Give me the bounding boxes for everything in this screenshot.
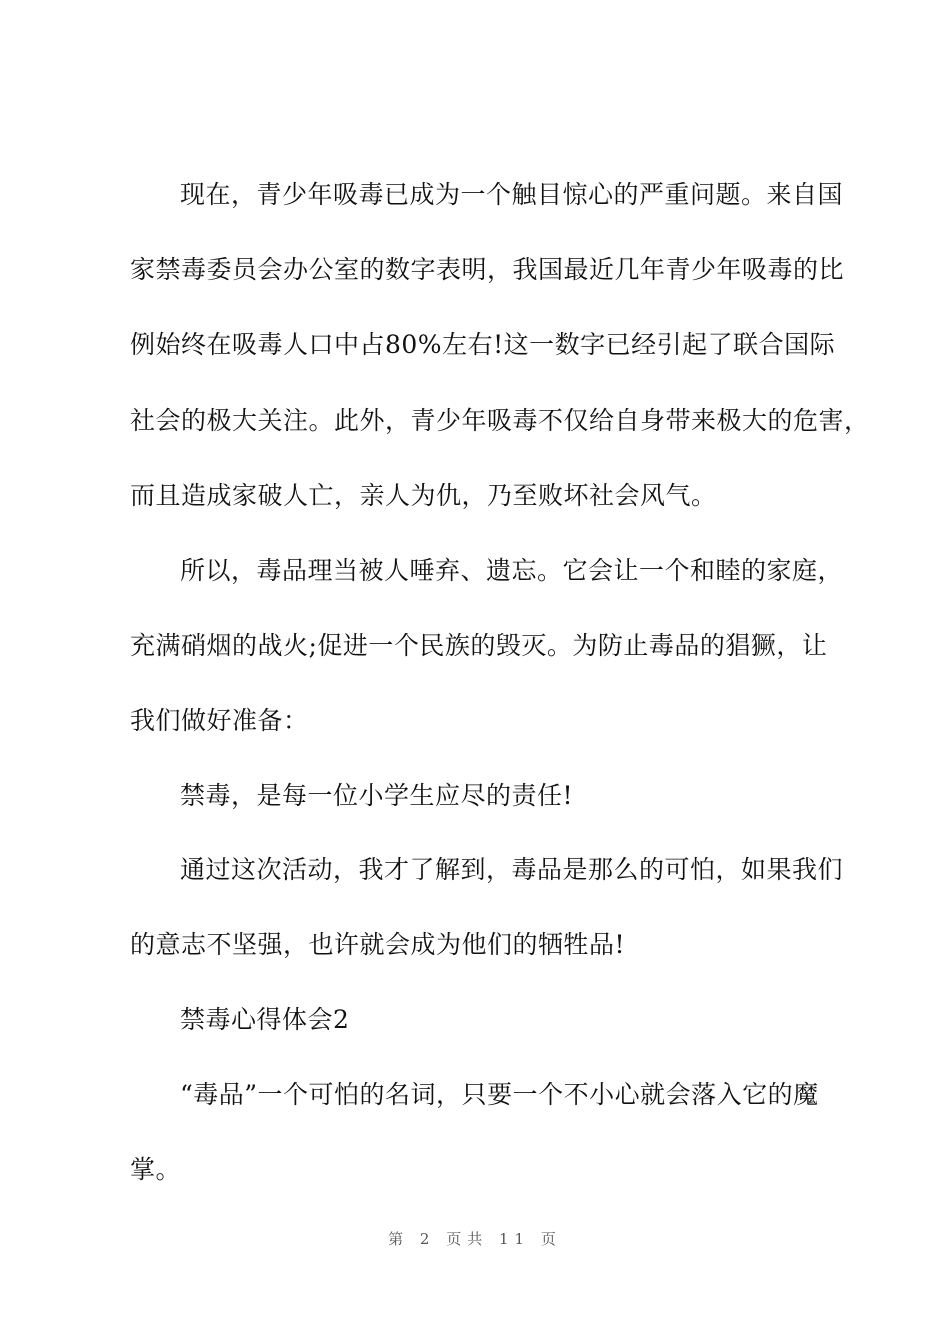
- page-number: 第 2 页共 11 页: [388, 1230, 562, 1248]
- text-line: 禁毒，是每一位小学生应尽的责任!: [180, 781, 574, 810]
- text-line: 而且造成家破人亡，亲人为仇，乃至败坏社会风气。: [130, 481, 717, 510]
- text-line: “毒品”一个可怕的名词，只要一个不小心就会落入它的魔: [180, 1080, 819, 1109]
- text-line: 我们做好准备：: [130, 706, 309, 735]
- text-line: 家禁毒委员会办公室的数字表明，我国最近几年青少年吸毒的比: [130, 255, 845, 284]
- text-line: 掌。: [130, 1155, 182, 1184]
- text-line: 的意志不坚强，也许就会成为他们的牺牲品!: [130, 930, 626, 959]
- text-line: 现在，青少年吸毒已成为一个触目惊心的严重问题。来自国: [180, 180, 844, 209]
- text-line: 通过这次活动，我才了解到，毒品是那么的可怕，如果我们: [180, 855, 844, 884]
- section-heading: 禁毒心得体会2: [180, 1005, 350, 1034]
- text-line: 所以，毒品理当被人唾弃、遗忘。它会让一个和睦的家庭，: [180, 556, 844, 585]
- text-line: 充满硝烟的战火;促进一个民族的毁灭。为防止毒品的猖獗，让: [130, 631, 828, 660]
- text-line: 社会的极大关注。此外，青少年吸毒不仅给自身带来极大的危害，: [130, 406, 870, 435]
- text-line: 例始终在吸毒人口中占80%左右!这一数字已经引起了联合国际: [130, 330, 836, 359]
